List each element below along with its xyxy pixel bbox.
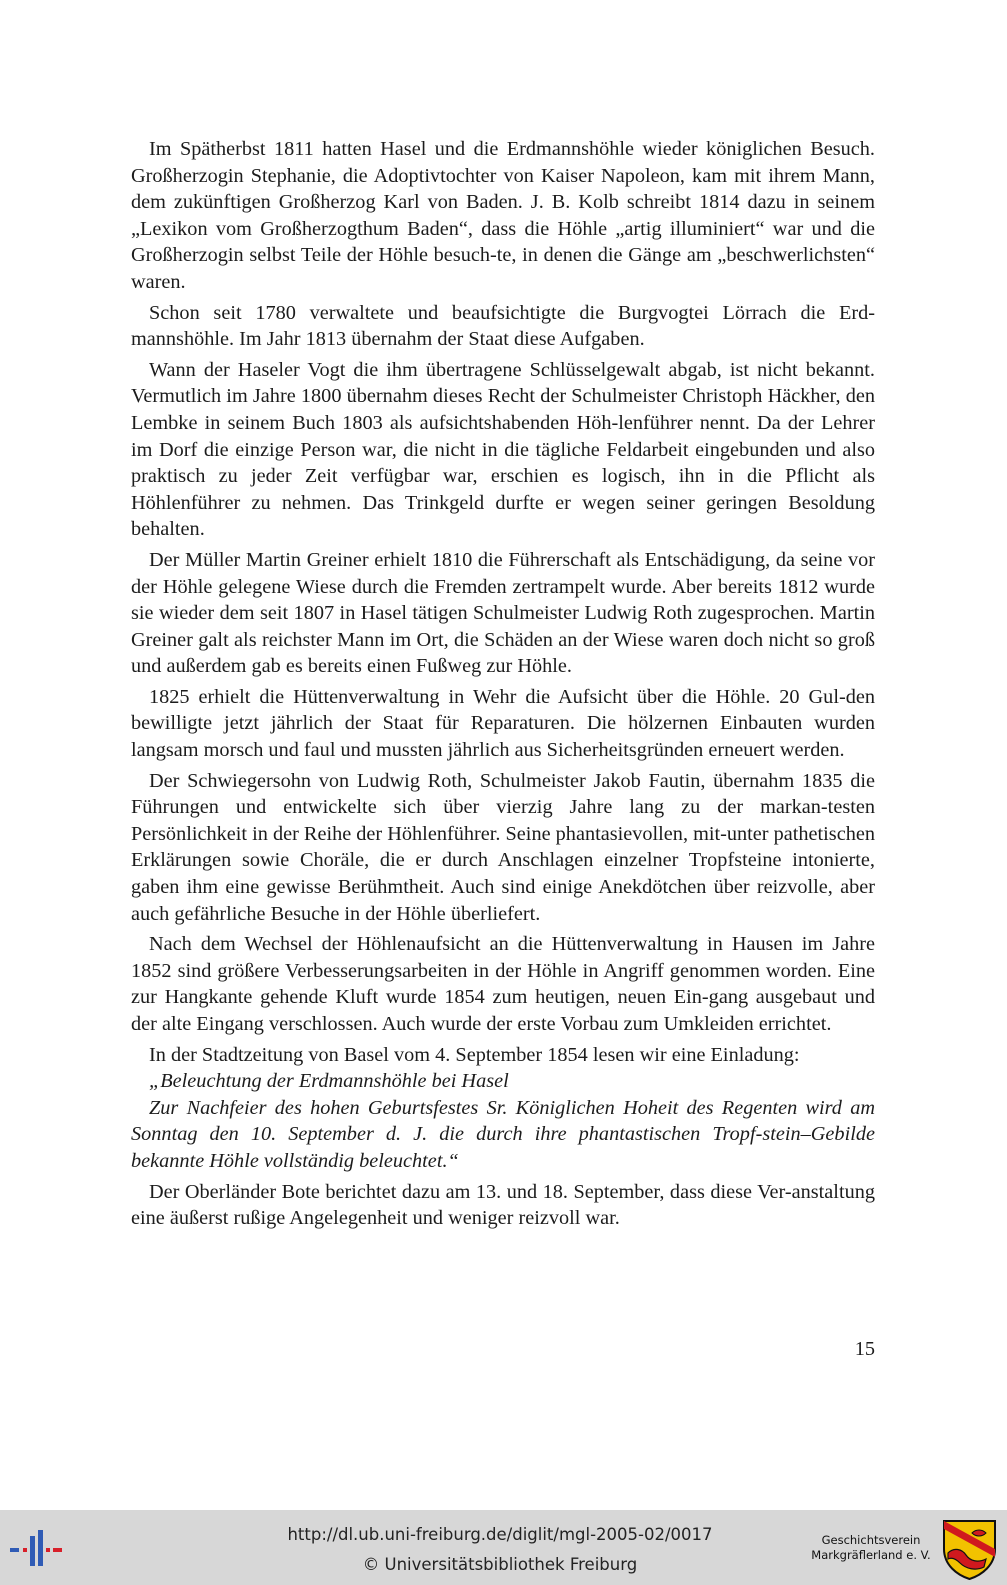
quote-title: „Beleuchtung der Erdmannshöhle bei Hasel: [149, 1070, 509, 1093]
society-line-2: Markgräflerland e. V.: [811, 1548, 931, 1562]
footer-bar: [0, 1510, 1007, 1585]
paragraph-7: Nach dem Wechsel der Höhlenaufsicht an die Hüttenverwaltung in Hausen im Jahre 1852 sind größere Verbesserungsarbeiten in der Höhle in Angriff genommen worden. Eine zur Hangkante gehende Kluft wurde 1854 zum heutigen, neuen Ein-gang ausgebaut und der alte Eingang verschlossen. Auch wurde der erste Vorbau zum Umkleiden errichtet.: [131, 933, 875, 1035]
closing-paragraph: Der Oberländer Bote berichtet dazu am 13. und 18. September, dass diese Ver-anstaltung eine äußerst rußige Angelegenheit und weniger reizvoll war.: [131, 1180, 875, 1230]
society-name: [805, 1533, 937, 1563]
page-number: 15: [854, 1338, 875, 1360]
paragraph-3: Wann der Haseler Vogt die ihm übertragene Schlüsselgewalt abgab, ist nicht bekannt. Vermutlich im Jahre 1800 übernahm dieses Recht der Schulmeister Christoph Häckher, den Lembke in seinem Buch 1803 als aufsichtshabenden Höh-lenführer nennt. Da der Lehrer im Dorf die einzige Person war, die nicht in die tägliche Feldarbeit eingebunden und also praktisch zu jeder Zeit verfügbar war, erschien es logisch, ihn in die Pflicht als Höhlenführer zu nehmen. Das Trinkgeld durfte er wegen seiner geringen Besoldung behalten.: [131, 358, 875, 541]
coat-of-arms-icon: [942, 1519, 997, 1581]
document-url-link[interactable]: http://dl.ub.uni-freiburg.de/diglit/mgl-2005-02/0017: [287, 1525, 713, 1544]
paragraph-4: Der Müller Martin Greiner erhielt 1810 die Führerschaft als Entschädigung, da seine vor der Höhle gelegene Wiese durch die Fremden zertrampelt wurde. Aber bereits 1812 wurde sie wieder dem seit 1807 in Hasel tätigen Schulmeister Ludwig Roth zugesprochen. Martin Greiner galt als reichster Mann im Ort, die Schäden an der Wiese waren doch nicht so groß und außerdem gab es bereits einen Fußweg zur Höhle.: [131, 548, 875, 678]
paragraph-2: Schon seit 1780 verwaltete und beaufsichtigte die Burgvogtei Lörrach die Erd-mannshöhle. Im Jahr 1813 übernahm der Staat diese Aufgaben.: [131, 301, 875, 351]
paragraph-1: Im Spätherbst 1811 hatten Hasel und die Erdmannshöhle wieder königlichen Besuch. Großherzogin Stephanie, die Adoptivtochter von Kaiser Napoleon, kam mit ihrem Mann, dem zukünftigen Großherzog Karl von Baden. J. B. Kolb schreibt 1814 dazu in seinem „Lexikon vom Großherzogthum Baden“, dass die Höhle „artig illuminiert“ war und die Großherzogin selbst Teile der Höhle besuch-te, in denen die Gänge am „beschwerlichsten“ waren.: [131, 138, 875, 293]
paragraph-8: In der Stadtzeitung von Basel vom 4. September 1854 lesen wir eine Einladung:: [149, 1043, 800, 1066]
quote-body: Zur Nachfeier des hohen Geburtsfestes Sr. Königlichen Hoheit des Regenten wird am Sonntag den 10. September d. J. die durch ihre phantastischen Tropf-stein–Gebilde bekannte Höhle vollständig beleuchtet.“: [131, 1096, 875, 1172]
copyright-notice: © Universitätsbibliothek Freiburg: [362, 1555, 638, 1574]
society-line-1: Geschichtsverein: [821, 1533, 921, 1547]
paragraph-5: 1825 erhielt die Hüttenverwaltung in Wehr die Aufsicht über die Höhle. 20 Gul-den bewilligte jetzt jährlich der Staat für Reparaturen. Die hölzernen Einbauten wurden langsam morsch und faul und mussten jährlich aus Sicherheitsgründen erneuert werden.: [131, 685, 875, 762]
paragraph-6: Der Schwiegersohn von Ludwig Roth, Schulmeister Jakob Fautin, übernahm 1835 die Führungen und entwickelte sich über vierzig Jahre lang zu der markan-testen Persönlichkeit in der Reihe der Höhlenführer. Seine phantasievollen, mit-unter pathetischen Erklärungen sowie Choräle, die er durch Anschlagen einzelner Tropfsteine intonierte, gaben ihm eine gewisse Berühmtheit. Auch sind einige Anekdötchen über reizvolle, aber auch gefährliche Besuche in der Höhle überliefert.: [131, 769, 875, 925]
ub-freiburg-logo-icon[interactable]: [10, 1528, 62, 1570]
body-text: [131, 136, 875, 1232]
